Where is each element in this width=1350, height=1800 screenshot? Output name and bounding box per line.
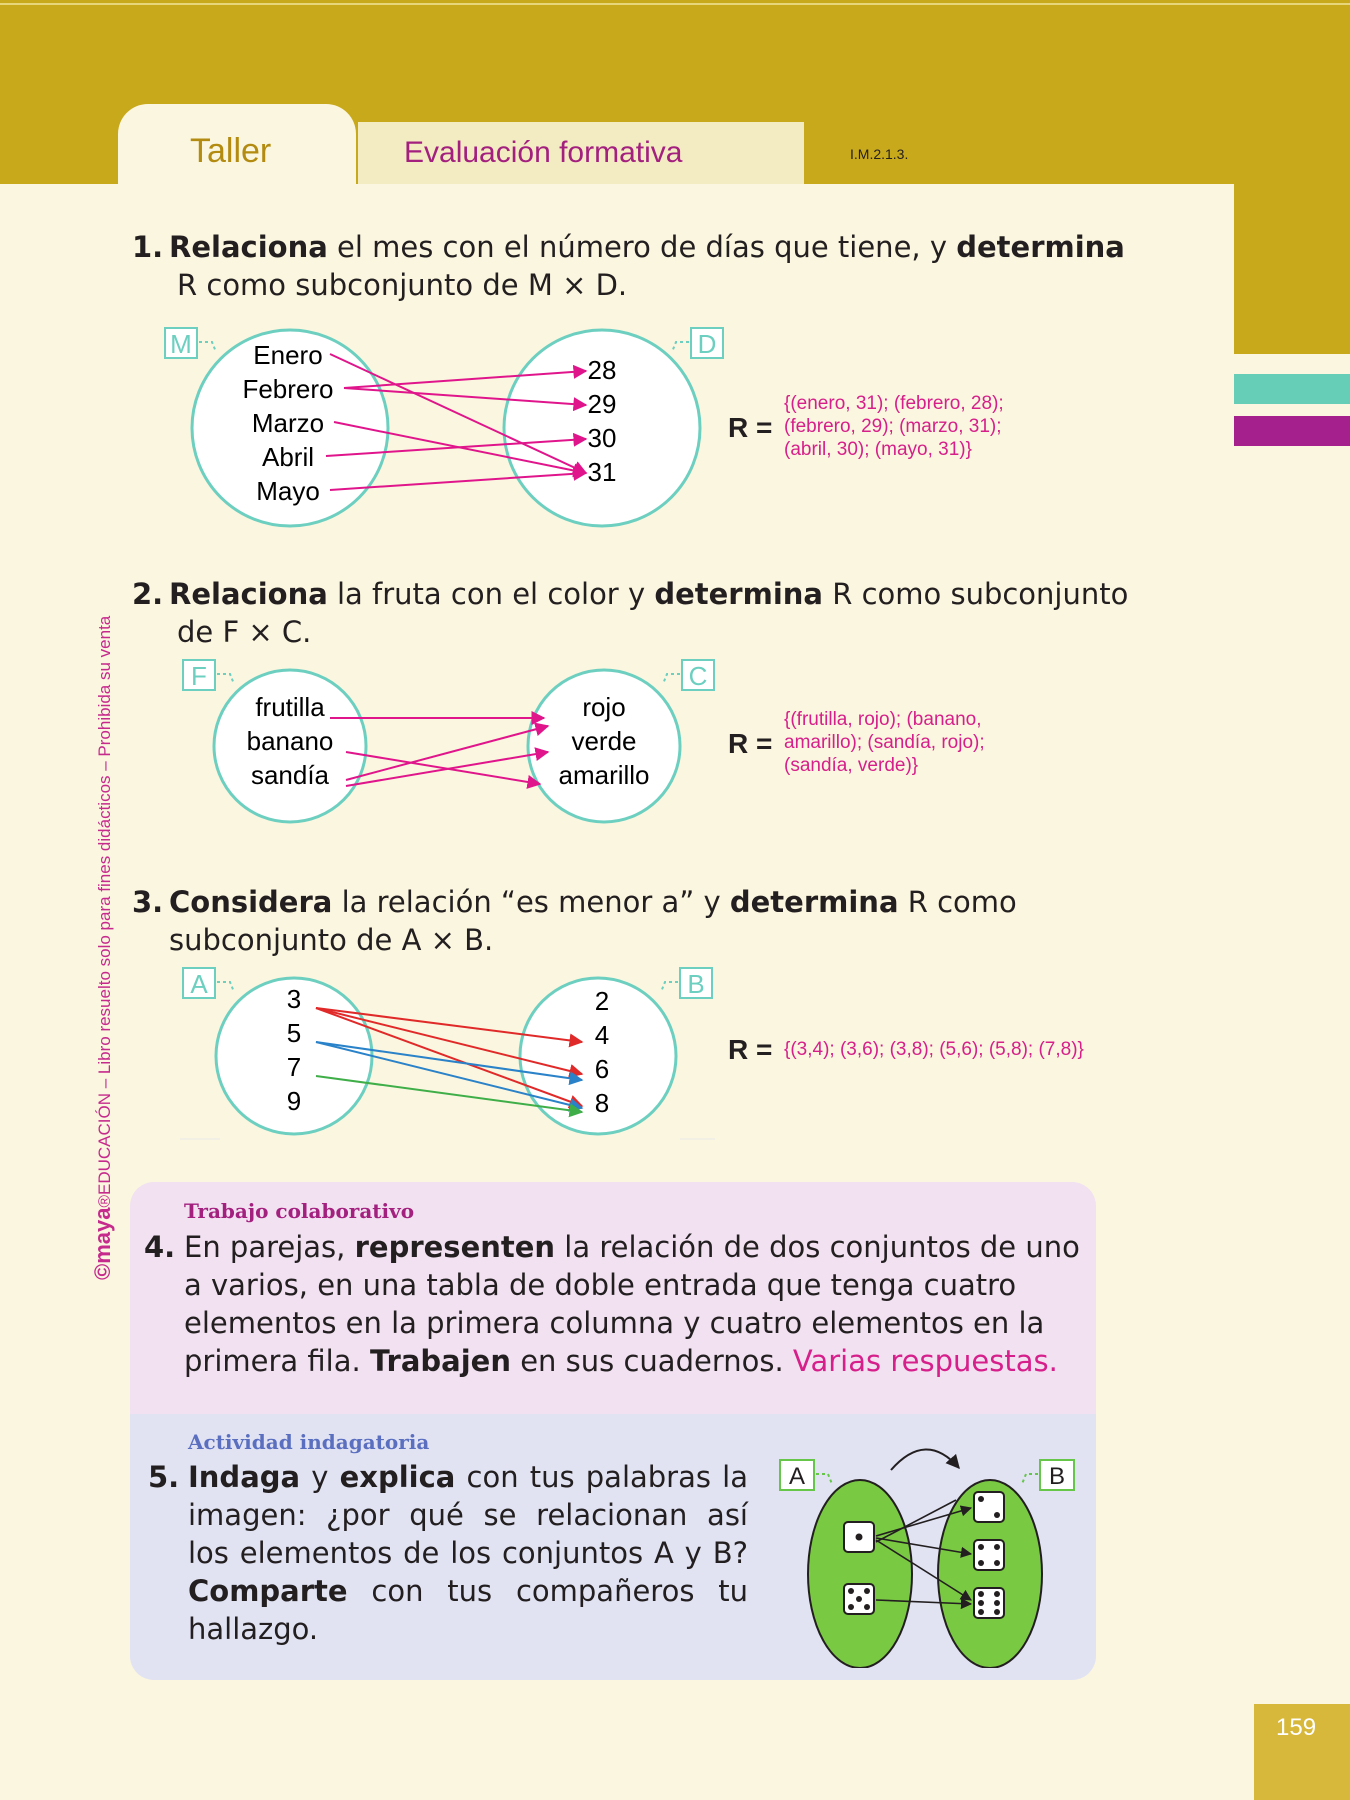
collaborative-box <box>130 1182 1096 1414</box>
set-m-label: M <box>170 329 192 359</box>
question-text: En parejas, <box>184 1230 355 1264</box>
keyword: representen <box>354 1230 556 1264</box>
question-text: hallazgo. <box>188 1612 319 1646</box>
keyword: explica <box>339 1460 456 1494</box>
curriculum-code: I.M.2.1.3. <box>850 146 909 162</box>
tab-evaluacion-label: Evaluación formativa <box>404 136 683 169</box>
question-4 <box>144 1228 1084 1380</box>
keyword: determina <box>654 577 823 611</box>
question-text: la relación “es menor a” y <box>332 885 730 919</box>
right-band <box>1234 184 1350 354</box>
set-item: frutilla <box>255 692 325 722</box>
set-item: 28 <box>587 355 617 385</box>
question-text: a varios, en una tabla de doble entrada que tenga cuatro <box>184 1268 1017 1302</box>
set-f-label: F <box>191 661 207 691</box>
page-number-box <box>1254 1704 1350 1800</box>
question-text-line2: R como subconjunto de M × D. <box>177 268 628 302</box>
die-six <box>974 1588 1004 1618</box>
question-text-line2: subconjunto de A × B. <box>169 923 494 957</box>
question-text: la relación de dos conjuntos de uno <box>555 1230 1080 1264</box>
top-band-line <box>0 3 1350 5</box>
relation-label: R = <box>728 728 773 759</box>
box-label: Trabajo colaborativo <box>184 1199 415 1223</box>
question-text: la fruta con el color y <box>327 577 655 611</box>
set-c-label: C <box>688 661 708 691</box>
box-label: Actividad indagatoria <box>188 1430 430 1454</box>
set-a-label: A <box>190 969 208 999</box>
question-3 <box>132 883 1132 959</box>
set-item: 5 <box>286 1018 302 1048</box>
arrow-sandia-rojo <box>346 726 548 780</box>
keyword: Relaciona <box>169 230 328 264</box>
set-item: amarillo <box>558 760 650 790</box>
set-item: Mayo <box>256 476 320 506</box>
answer-q1 <box>784 392 1004 461</box>
answer-line: (abril, 30); (mayo, 31)} <box>784 439 972 460</box>
answer-q3: {(3,4); (3,6); (3,8); (5,6); (5,8); (7,8)} <box>784 1039 1084 1060</box>
set-item: banano <box>246 726 334 756</box>
set-item: 7 <box>286 1052 302 1082</box>
die-one <box>844 1522 874 1552</box>
question-number: 4. <box>144 1230 176 1264</box>
keyword: Trabajen <box>369 1344 511 1378</box>
question-number: 5. <box>148 1460 180 1494</box>
die-four <box>974 1540 1004 1570</box>
set-b-label: B <box>687 969 705 999</box>
diagram-q2 <box>170 652 730 832</box>
answer-line: amarillo); (sandía, rojo); <box>784 732 985 753</box>
set-item: 4 <box>594 1020 610 1050</box>
answer-line: {(enero, 31); (febrero, 28); <box>784 393 1004 414</box>
tab-taller-label: Taller <box>190 132 272 170</box>
question-text: los elementos de los conjuntos A y B? <box>188 1536 748 1570</box>
set-a-ellipse <box>808 1480 912 1668</box>
set-item: 3 <box>286 984 302 1014</box>
die-five <box>844 1584 874 1614</box>
set-item: verde <box>571 726 637 756</box>
relation-label: R = <box>728 1034 773 1065</box>
question-text: y <box>300 1460 340 1494</box>
question-text: imagen: ¿por qué se relacionan así <box>188 1498 748 1532</box>
set-item: 30 <box>587 423 617 453</box>
set-item: Marzo <box>251 408 325 438</box>
set-item: 31 <box>587 457 617 487</box>
diagram-q3 <box>170 960 730 1145</box>
question-number: 3. <box>132 885 164 919</box>
set-item: Febrero <box>242 374 334 404</box>
set-item: 6 <box>594 1054 610 1084</box>
answer-line: (febrero, 29); (marzo, 31); <box>784 416 1002 437</box>
question-1 <box>132 228 1132 304</box>
die-two <box>974 1492 1004 1522</box>
answer-q2 <box>784 708 985 777</box>
brand-logo: ©maya <box>90 1207 115 1280</box>
keyword: determina <box>729 885 899 919</box>
set-a-label: A <box>788 1463 806 1490</box>
question-text: primera fila. <box>184 1344 370 1378</box>
keyword: determina <box>956 230 1125 264</box>
inquiry-box <box>130 1414 1096 1680</box>
question-text: R como subconjunto <box>822 577 1129 611</box>
set-item: Enero <box>253 340 323 370</box>
question-5 <box>148 1458 768 1648</box>
diagram-q1 <box>150 318 730 538</box>
set-item: sandía <box>250 760 330 790</box>
teal-marker <box>1234 374 1350 404</box>
tab-evaluacion <box>358 122 804 184</box>
curved-arrow <box>891 1449 959 1470</box>
page-number: 159 <box>1276 1714 1317 1741</box>
question-number: 1. <box>132 230 164 264</box>
set-item: 9 <box>286 1086 302 1116</box>
set-item: 8 <box>594 1088 610 1118</box>
question-text-line2: de F × C. <box>177 615 312 649</box>
question-text: el mes con el número de días que tiene, y <box>327 230 957 264</box>
set-item: 29 <box>587 389 617 419</box>
keyword: Comparte <box>188 1574 348 1608</box>
set-item: rojo <box>582 692 626 722</box>
set-d-label: D <box>697 329 717 359</box>
magenta-marker <box>1234 416 1350 446</box>
question-2 <box>132 575 1132 651</box>
set-item: 2 <box>594 986 610 1016</box>
keyword: Relaciona <box>169 577 328 611</box>
side-copyright <box>90 616 116 1280</box>
question-text: con tus palabras la <box>455 1460 748 1494</box>
question-text: elementos en la primera columna y cuatro elementos en la <box>184 1306 1045 1340</box>
keyword: Considera <box>169 885 333 919</box>
set-b-label: B <box>1048 1463 1066 1490</box>
question-text: en sus cuadernos. <box>511 1344 793 1378</box>
set-item: Abril <box>261 442 315 472</box>
answer-q4: Varias respuestas. <box>792 1344 1058 1378</box>
answer-line: (sandía, verde)} <box>784 755 919 776</box>
arrow-banano-amarillo <box>346 752 540 784</box>
question-number: 2. <box>132 577 164 611</box>
relation-label: R = <box>728 412 773 443</box>
answer-line: {(frutilla, rojo); (banano, <box>784 709 982 730</box>
keyword: Indaga <box>188 1460 301 1494</box>
side-copyright-text: ®EDUCACIÓN – Libro resuelto solo para fines didácticos – Prohibida su venta <box>95 615 114 1208</box>
question-text: R como <box>898 885 1017 919</box>
question-text: con tus compañeros tu <box>347 1574 748 1608</box>
dice-diagram <box>776 1432 1086 1668</box>
tab-taller <box>118 104 356 188</box>
